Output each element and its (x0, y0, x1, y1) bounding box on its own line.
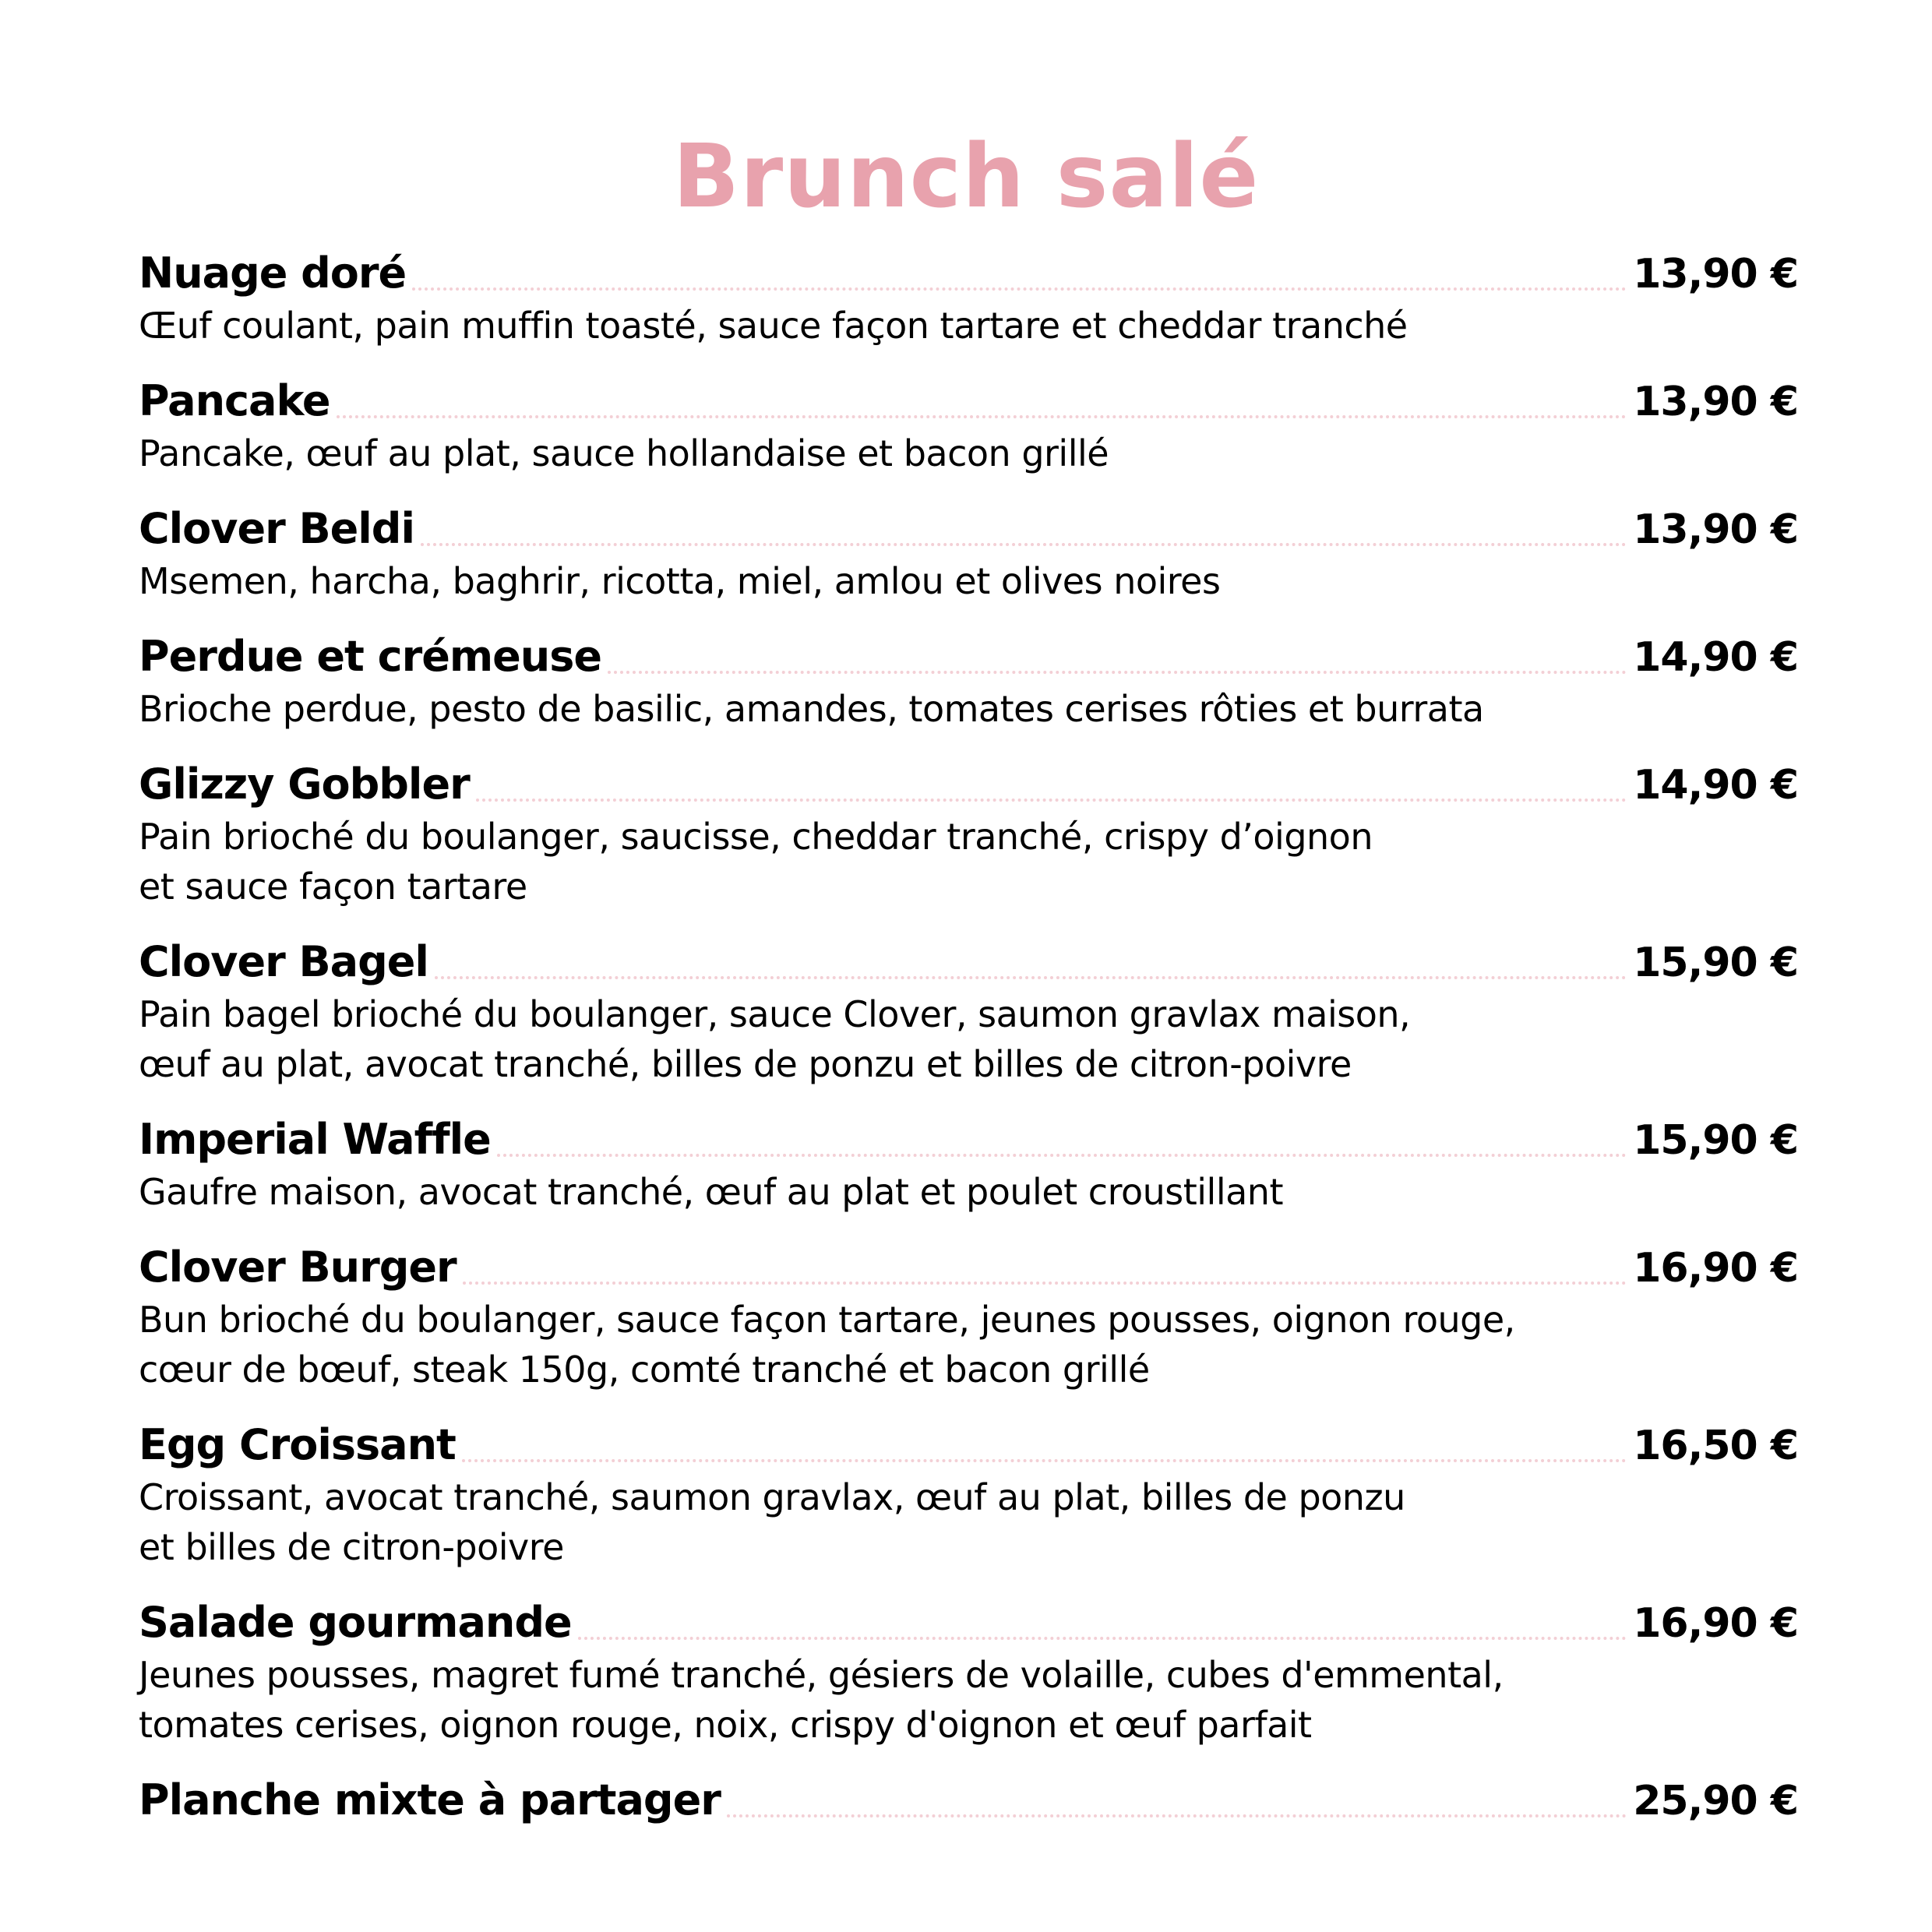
menu-item (139, 374, 1798, 478)
menu-item-header (139, 935, 1798, 989)
menu-item (139, 935, 1798, 1089)
menu-item-price: 15,90 € (1633, 1117, 1798, 1164)
menu-item-header (139, 757, 1798, 812)
menu-item-name: Egg Croissant (139, 1420, 456, 1469)
menu-item-description: Pain brioché du boulanger, saucisse, cheddar tranché, crispy d’oignon et sauce façon tartare (139, 816, 1373, 908)
menu-list (139, 246, 1798, 1828)
menu-title: Brunch salé (672, 126, 1260, 227)
dotted-leader (412, 287, 1627, 291)
menu-item-header (139, 374, 1798, 428)
menu-item-price: 16,50 € (1633, 1423, 1798, 1469)
menu-item-description: Gaufre maison, avocat tranché, œuf au plat et poulet croustillant (139, 1171, 1283, 1213)
menu-item-description: Jeunes pousses, magret fumé tranché, gésiers de volaille, cubes d'emmental, tomates cerises, oignon rouge, noix, crispy d'oignon et œuf parfait (139, 1654, 1504, 1746)
menu-item-name: Planche mixte à partager (139, 1775, 721, 1824)
dotted-leader (337, 415, 1627, 418)
menu-item-header (139, 502, 1798, 556)
dotted-leader (608, 671, 1627, 674)
menu-item-description: Msemen, harcha, baghrir, ricotta, miel, amlou et olives noires (139, 560, 1221, 602)
menu-item-header (139, 1240, 1798, 1295)
menu-item-price: 25,90 € (1633, 1778, 1798, 1824)
menu-item-header (139, 246, 1798, 301)
menu-item-price: 13,90 € (1633, 506, 1798, 553)
menu-item-description: Œuf coulant, pain muffin toasté, sauce façon tartare et cheddar tranché (139, 305, 1408, 347)
menu-item-name: Clover Burger (139, 1243, 457, 1292)
menu-item-name: Clover Bagel (139, 937, 428, 986)
menu-item-price: 16,90 € (1633, 1245, 1798, 1292)
menu-item (139, 629, 1798, 734)
menu-item-header (139, 1595, 1798, 1650)
menu-item-name: Clover Beldi (139, 504, 414, 553)
menu-item-header (139, 629, 1798, 684)
dotted-leader (476, 799, 1627, 802)
menu-item (139, 1773, 1798, 1828)
menu-item-name: Glizzy Gobbler (139, 760, 470, 809)
menu-item-price: 14,90 € (1633, 634, 1798, 681)
dotted-leader (463, 1282, 1627, 1285)
menu-item-price: 16,90 € (1633, 1600, 1798, 1647)
dotted-leader (497, 1154, 1627, 1157)
menu-item-description: Croissant, avocat tranché, saumon gravlax, œuf au plat, billes de ponzu et billes de citron-poivre (139, 1476, 1405, 1568)
menu-item-header (139, 1112, 1798, 1167)
menu-item-name: Salade gourmande (139, 1598, 572, 1647)
menu-item-header (139, 1773, 1798, 1828)
dotted-leader (462, 1459, 1627, 1462)
menu-item (139, 246, 1798, 351)
menu-item-price: 13,90 € (1633, 251, 1798, 298)
menu-item (139, 1112, 1798, 1217)
menu-item-price: 15,90 € (1633, 940, 1798, 986)
menu-item-description: Bun brioché du boulanger, sauce façon tartare, jeunes pousses, oignon rouge, cœur de bœuf, steak 150g, comté tranché et bacon grillé (139, 1299, 1515, 1391)
menu-item-name: Imperial Waffle (139, 1115, 491, 1164)
menu-item-description: Pain bagel brioché du boulanger, sauce Clover, saumon gravlax maison, œuf au plat, avocat tranché, billes de ponzu et billes de citron-poivre (139, 993, 1411, 1085)
menu-item-price: 13,90 € (1633, 379, 1798, 425)
menu-item (139, 1418, 1798, 1572)
dotted-leader (727, 1814, 1627, 1817)
menu-item-description: Pancake, œuf au plat, sauce hollandaise et bacon grillé (139, 432, 1109, 474)
menu-item (139, 1595, 1798, 1750)
menu-item-name: Pancake (139, 376, 330, 425)
menu-item-description: Brioche perdue, pesto de basilic, amandes, tomates cerises rôties et burrata (139, 688, 1484, 730)
menu-item-price: 14,90 € (1633, 762, 1798, 809)
dotted-leader (421, 543, 1627, 546)
menu-item-name: Nuage doré (139, 249, 407, 298)
dotted-leader (578, 1637, 1627, 1640)
menu-item (139, 757, 1798, 911)
menu-item-name: Perdue et crémeuse (139, 632, 601, 681)
dotted-leader (435, 976, 1627, 979)
menu-item-header (139, 1418, 1798, 1472)
menu-item (139, 502, 1798, 606)
menu-item (139, 1240, 1798, 1394)
